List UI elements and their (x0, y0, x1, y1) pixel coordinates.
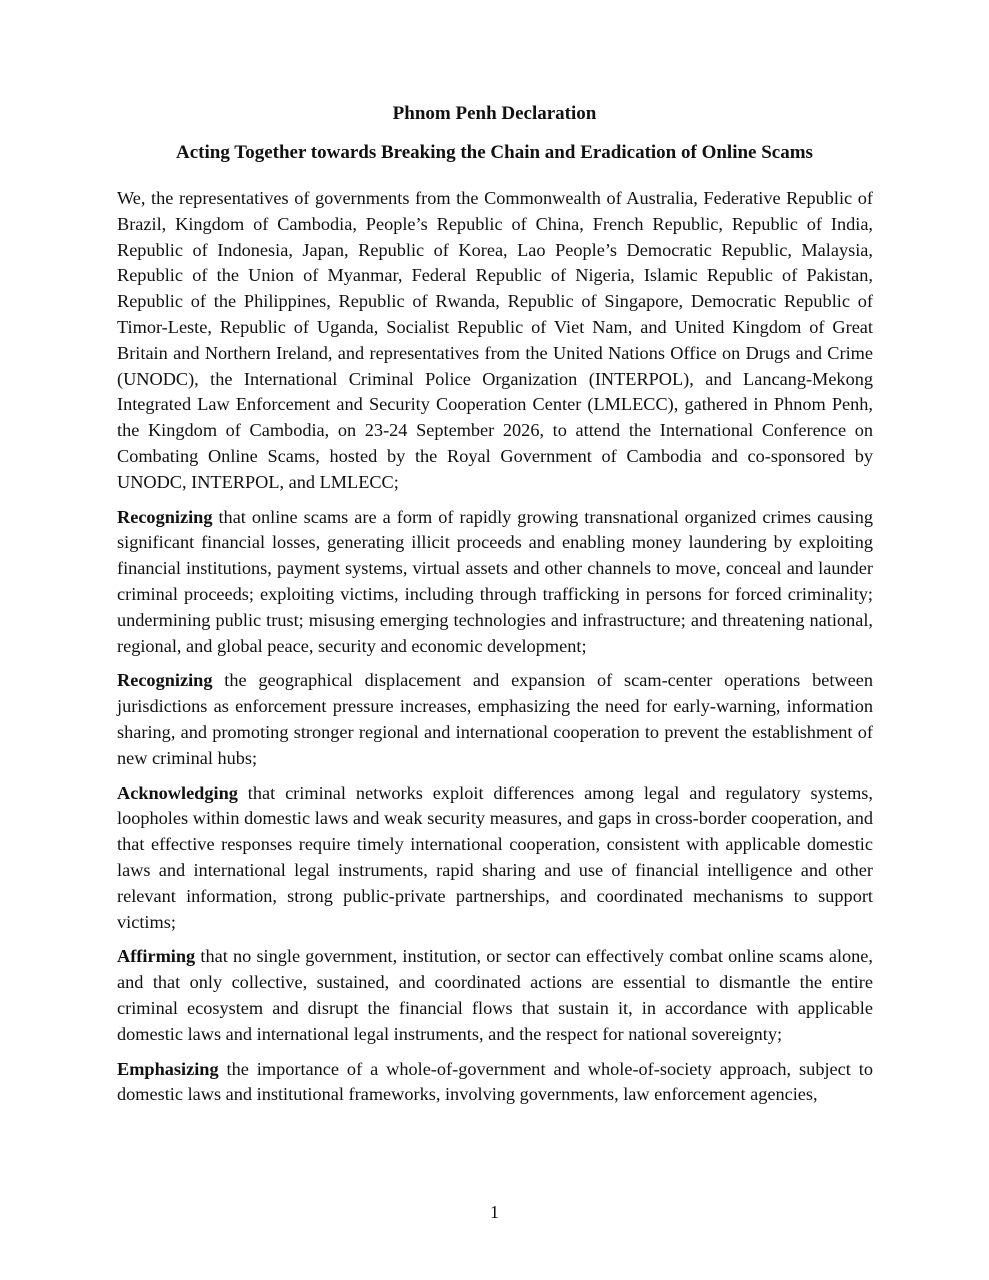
recognizing-paragraph (117, 668, 873, 771)
paragraph-text: We, the representatives of governments from the Commonwealth of Australia, Federative Republic of Brazil, Kingdom of Cambodia, People’s Republic of China, French Republic, Republic of India, Republic of Indonesia, Japan, Republic of Korea, Lao People’s Democratic Republic, Malaysia, Republic of the Union of Myanmar, Federal Republic of Nigeria, Islamic Republic of Pakistan, Republic of the Philippines, Republic of Rwanda, Republic of Singapore, Democratic Republic of Timor-Leste, Republic of Uganda, Socialist Republic of Viet Nam, and United Kingdom of Great Britain and Northern Ireland, and representatives from the United Nations Office on Drugs and Crime (UNODC), the International Criminal Police Organization (INTERPOL), and Lancang-Mekong Integrated Law Enforcement and Security Cooperation Center (LMLECC), gathered in Phnom Penh, the Kingdom of Cambodia, on 23-24 September 2026, to attend the International Conference on Combating Online Scams, hosted by the Royal Government of Cambodia and co-sponsored by UNODC, INTERPOL, and LMLECC; (117, 188, 873, 492)
paragraph-text: that online scams are a form of rapidly growing transnational organized crimes causing significant financial losses, generating illicit proceeds and enabling money laundering by exploiting financial institutions, payment systems, virtual assets and other channels to move, conceal and launder criminal proceeds; exploiting victims, including through trafficking in persons for forced criminality; undermining public trust; misusing emerging technologies and infrastructure; and threatening national, regional, and global peace, security and economic development; (117, 506, 873, 656)
paragraph-text: the importance of a whole-of-government and whole-of-society approach, subject to domestic laws and institutional frameworks, involving governments, law enforcement agencies, (117, 1058, 873, 1105)
document-body (117, 186, 873, 1117)
page-number: 1 (490, 1202, 499, 1222)
paragraph-text: that no single government, institution, or sector can effectively combat online scams alone, and that only collective, sustained, and coordinated actions are essential to dismantle the entire criminal ecosystem and disrupt the financial flows that sustain it, in accordance with applicable domestic laws and international legal instruments, and the respect for national sovereignty; (117, 946, 873, 1044)
affirming-paragraph (117, 944, 873, 1047)
paragraph-lead: Affirming (117, 946, 196, 967)
paragraph-lead: Emphasizing (117, 1058, 219, 1079)
document-subtitle: Acting Together towards Breaking the Chain and Eradication of Online Scams (176, 142, 813, 163)
acknowledging-paragraph (117, 781, 873, 936)
paragraph-text: the geographical displacement and expansion of scam-center operations between jurisdictions as enforcement pressure increases, emphasizing the need for early-warning, information sharing, and promoting stronger regional and international cooperation to prevent the establishment of new criminal hubs; (117, 670, 873, 768)
recognizing-paragraph (117, 505, 873, 660)
preamble-paragraph (117, 186, 873, 496)
paragraph-lead: Recognizing (117, 506, 213, 527)
paragraph-lead: Recognizing (117, 670, 213, 691)
paragraph-lead: Acknowledging (117, 782, 238, 803)
paragraph-text: that criminal networks exploit differences among legal and regulatory systems, loopholes within domestic laws and weak security measures, and gaps in cross-border cooperation, and that effective responses require timely international cooperation, consistent with applicable domestic laws and international legal instruments, rapid sharing and use of financial intelligence and other relevant information, strong public-private partnerships, and coordinated mechanisms to support victims; (117, 782, 873, 932)
document-title: Phnom Penh Declaration (392, 103, 597, 124)
emphasizing-paragraph (117, 1057, 873, 1109)
